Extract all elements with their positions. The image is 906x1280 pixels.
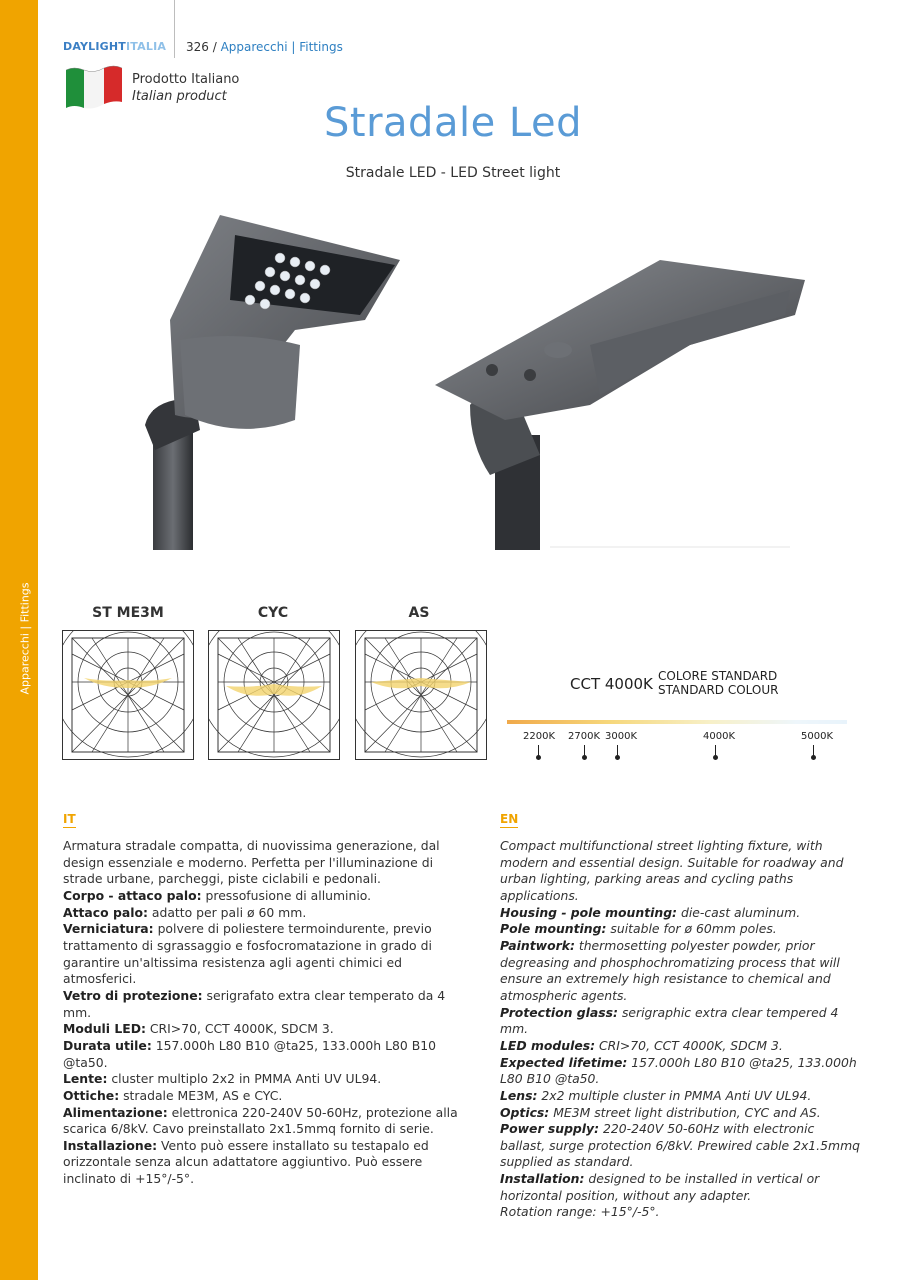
section-heading-en: EN	[500, 812, 519, 826]
spec-line: Attaco palo: adatto per pali ø 60 mm.	[63, 904, 307, 920]
made-in-italy: Prodotto Italiano Italian product	[132, 72, 240, 104]
spec-line: Power supply: 220-240V 50-60Hz with electronic ballast, surge protection 6/8kV. Prewired cable 2x1.5mmq supplied as standard.	[500, 1121, 860, 1170]
cct-tick-marker	[584, 745, 585, 757]
spec-line: Paintwork: thermosetting polyester powder, prior degreasing and phosphochromatizing process that will ensure an extremely high resistance to chemical and atmospheric agents.	[500, 937, 840, 1003]
spec-line: Durata utile: 157.000h L80 B10 @ta25, 133.000h L80 B10 @ta50.	[63, 1037, 436, 1070]
cct-tick-label: 2700K	[568, 731, 601, 742]
optic-label-st-me3m: ST ME3M	[92, 605, 164, 621]
sidebar-label: Apparecchi | Fittings	[18, 582, 32, 695]
spec-line: Moduli LED: CRI>70, CCT 4000K, SDCM 3.	[63, 1021, 334, 1037]
product-photo-front	[120, 210, 410, 550]
spec-line: Installazione: Vento può essere installato su testapalo ed orizzontale senza alcun adattatore aggiuntivo. Può essere inclinato di +15°/-5°.	[63, 1137, 429, 1187]
header-divider	[174, 0, 175, 58]
optic-label-as: AS	[408, 605, 430, 621]
cct-tick-label: 3000K	[605, 731, 638, 742]
category-link[interactable]: Apparecchi | Fittings	[220, 40, 343, 54]
spec-line: Corpo - attaco palo: pressofusione di alluminio.	[63, 887, 372, 903]
page-title: Stradale Led	[324, 100, 582, 146]
cct-tick-label: 5000K	[801, 731, 834, 742]
intro-text: Armatura stradale compatta, di nuovissima generazione, dal design essenziale e moderno. Perfetta per l'illuminazione di strade urbane, parcheggi, piste ciclabili e pedonali.	[63, 838, 440, 887]
cct-tick-label: 4000K	[703, 731, 736, 742]
spec-line: Expected lifetime: 157.000h L80 B10 @ta25, 133.000h L80 B10 @ta50.	[500, 1054, 857, 1087]
cct-standard-label: COLORE STANDARD STANDARD COLOUR	[658, 669, 779, 697]
cct-tick-marker	[813, 745, 814, 757]
spec-line: Lente: cluster multiplo 2x2 in PMMA Anti UV UL94.	[63, 1071, 382, 1087]
intro-text: Compact multifunctional street lighting fixture, with modern and essential design. Suitable for roadway and urban lighting, parking areas and cycling paths applications.	[500, 838, 844, 903]
polar-diagram-st-me3m	[62, 630, 194, 760]
spec-line: Protection glass: serigraphic extra clear tempered 4 mm.	[500, 1004, 839, 1037]
optic-label-cyc: CYC	[257, 605, 289, 621]
cct-tick-marker	[715, 745, 716, 757]
spec-line: Ottiche: stradale ME3M, AS e CYC.	[63, 1087, 283, 1103]
spec-line: Lens: 2x2 multiple cluster in PMMA Anti UV UL94.	[500, 1087, 812, 1103]
rotation-text: Rotation range: +15°/-5°.	[500, 1204, 660, 1220]
page-number: 326 /	[186, 40, 221, 54]
product-photo-side	[430, 255, 810, 550]
cct-tick-label: 2200K	[523, 731, 556, 742]
brand-logo: DAYLIGHTITALIA	[63, 40, 167, 53]
section-heading-it: IT	[63, 812, 76, 826]
cct-tick-marker	[617, 745, 618, 757]
spec-line: Vetro di protezione: serigrafato extra clear temperato da 4 mm.	[63, 987, 446, 1020]
cct-value: CCT 4000K	[570, 675, 653, 693]
spec-line: Installation: designed to be installed in vertical or horizontal position, without any adapter.	[500, 1171, 820, 1203]
spec-line: Pole mounting: suitable for ø 60mm poles.	[500, 921, 777, 937]
cct-tick-marker	[538, 745, 539, 757]
polar-diagram-cyc	[208, 630, 340, 760]
description-it	[63, 838, 463, 1188]
description-en	[500, 838, 860, 1221]
page-subtitle: Stradale LED - LED Street light	[345, 165, 561, 181]
spec-line: Housing - pole mounting: die-cast aluminum.	[500, 904, 801, 920]
page-breadcrumb	[186, 40, 343, 54]
cct-gradient-bar	[507, 720, 847, 724]
spec-line: Alimentazione: elettronica 220-240V 50-60Hz, protezione alla scarica 6/8kV. Cavo preinstallato 2x1.5mmq fornito di serie.	[63, 1104, 458, 1137]
spec-line: Optics: ME3M street light distribution, CYC and AS.	[500, 1104, 821, 1120]
spec-line: Verniciatura: polvere di poliestere termoindurente, previo trattamento di sgrassaggio e fosfocromatazione in grado di garantire un'altissima resistenza agli agenti chimici ed atmosferici.	[63, 921, 432, 987]
spec-line: LED modules: CRI>70, CCT 4000K, SDCM 3.	[500, 1037, 783, 1053]
polar-diagram-as	[355, 630, 487, 760]
